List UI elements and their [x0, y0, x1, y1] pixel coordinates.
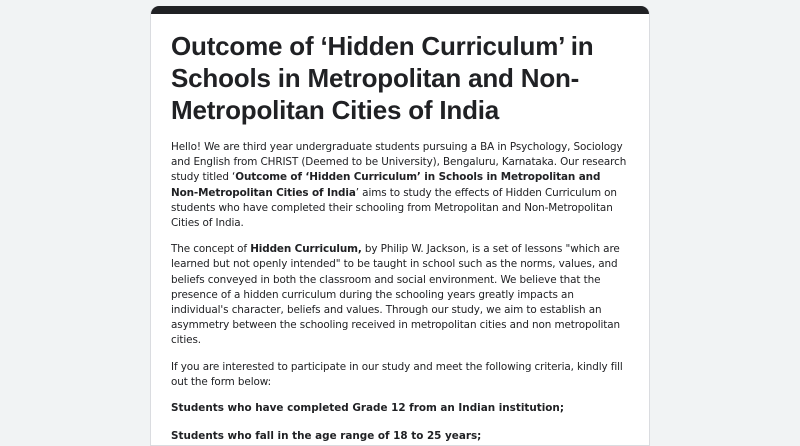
intro-paragraph-1	[171, 140, 629, 231]
intro-p1-end: ’ aims to study the effects of Hidden Curriculum on students who have completed their schooling from Metropolitan and Non-Metropolitan Cities of India.	[171, 186, 617, 230]
intro-p2-start: The concept of	[171, 243, 251, 256]
criteria-item: Students who fall in the age range of 18 to 25 years;	[171, 430, 482, 443]
card-accent-bar	[151, 6, 649, 14]
intro-p1-start: Hello! We are third year undergraduate students pursuing a BA in Psychology, Sociology and English from CHRIST (Deemed to be University), Bengaluru, Karnataka. Our research study titled ‘	[171, 141, 627, 184]
intro-paragraph-2	[171, 242, 629, 348]
intro-paragraph-3: If you are interested to participate in our study and meet the following criteria, kindly fill out the form below:	[171, 360, 623, 388]
intro-p2-end: by Philip W. Jackson, is a set of lessons "which are learned but not openly intended" to be taught in school such as the norms, values, and beliefs conveyed in both the classroom and social environment. We believe that the presence of a hidden curriculum during the schooling years greatly impacts an individual's character, beliefs and values. Through our study, we aim to establish an asymmetry between the schooling received in metropolitan cities and non metropolitan cities.	[171, 243, 621, 347]
form-header-card	[150, 6, 650, 446]
form-description	[171, 140, 629, 390]
criteria-item: Students who have completed Grade 12 from an Indian institution;	[171, 402, 564, 415]
hidden-curriculum-bold: Hidden Curriculum,	[250, 243, 362, 256]
form-title: Outcome of ‘Hidden Curriculum’ in Schools in Metropolitan and Non-Metropolitan Cities of India	[171, 31, 594, 125]
card-content	[151, 14, 649, 444]
study-title-bold: Outcome of ‘Hidden Curriculum’ in Schools in Metropolitan and Non-Metropolitan Cities of India	[171, 171, 601, 199]
